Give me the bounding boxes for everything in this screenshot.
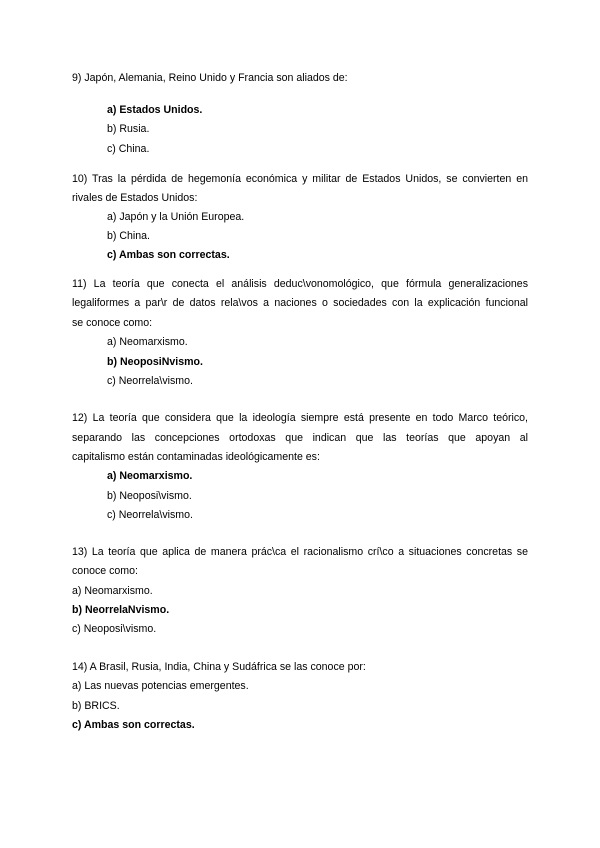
- answer-option: c) Neoposi\vismo.: [72, 623, 157, 635]
- answer-option: b) BRICS.: [72, 700, 120, 712]
- answer-option-correct: b) NeorrelaNvismo.: [72, 604, 170, 616]
- answer-option: a) Las nuevas potencias emergentes.: [72, 680, 249, 692]
- answer-option-correct: c) Ambas son correctas.: [72, 719, 195, 731]
- answer-option-correct: b) NeoposiNvismo.: [107, 356, 203, 368]
- answer-option: c) China.: [107, 143, 150, 155]
- question-stem: 14) A Brasil, Rusia, India, China y Sudáfrica se las conoce por:: [72, 661, 366, 673]
- answer-option: a) Neomarxismo.: [107, 336, 188, 348]
- question-stem: legaliformes a par\r de datos rela\vos a naciones o sociedades con la explicación funcional: [72, 297, 528, 309]
- answer-option: a) Japón y la Unión Europea.: [107, 211, 245, 223]
- question-stem: 9) Japón, Alemania, Reino Unido y Francia son aliados de:: [72, 72, 348, 84]
- answer-option-correct: a) Estados Unidos.: [107, 104, 203, 116]
- answer-option-correct: a) Neomarxismo.: [107, 470, 193, 482]
- answer-option: b) Neoposi\vismo.: [107, 490, 192, 502]
- question-stem: separando las concepciones ortodoxas que indican que las teorías que apoyan al: [72, 432, 528, 444]
- answer-option: b) Rusia.: [107, 123, 150, 135]
- answer-option: a) Neomarxismo.: [72, 585, 153, 597]
- answer-option: c) Neorrela\vismo.: [107, 375, 193, 387]
- question-stem: 13) La teoría que aplica de manera prác\ca el racionalismo crí\co a situaciones concretas se: [72, 546, 528, 558]
- question-stem: 12) La teoría que considera que la ideología siempre está presente en todo Marco teórico,: [72, 412, 528, 424]
- question-stem: 11) La teoría que conecta el análisis deduc\vonomológico, que fórmula generalizaciones: [72, 278, 528, 290]
- question-stem: se conoce como:: [72, 317, 153, 329]
- answer-option: c) Neorrela\vismo.: [107, 509, 193, 521]
- question-stem: capitalismo están contaminadas ideológicamente es:: [72, 451, 320, 463]
- question-stem: 10) Tras la pérdida de hegemonía económica y militar de Estados Unidos, se convierten en: [72, 173, 528, 185]
- question-stem: conoce como:: [72, 565, 138, 577]
- answer-option-correct: c) Ambas son correctas.: [107, 249, 230, 261]
- answer-option: b) China.: [107, 230, 150, 242]
- question-stem: rivales de Estados Unidos:: [72, 192, 198, 204]
